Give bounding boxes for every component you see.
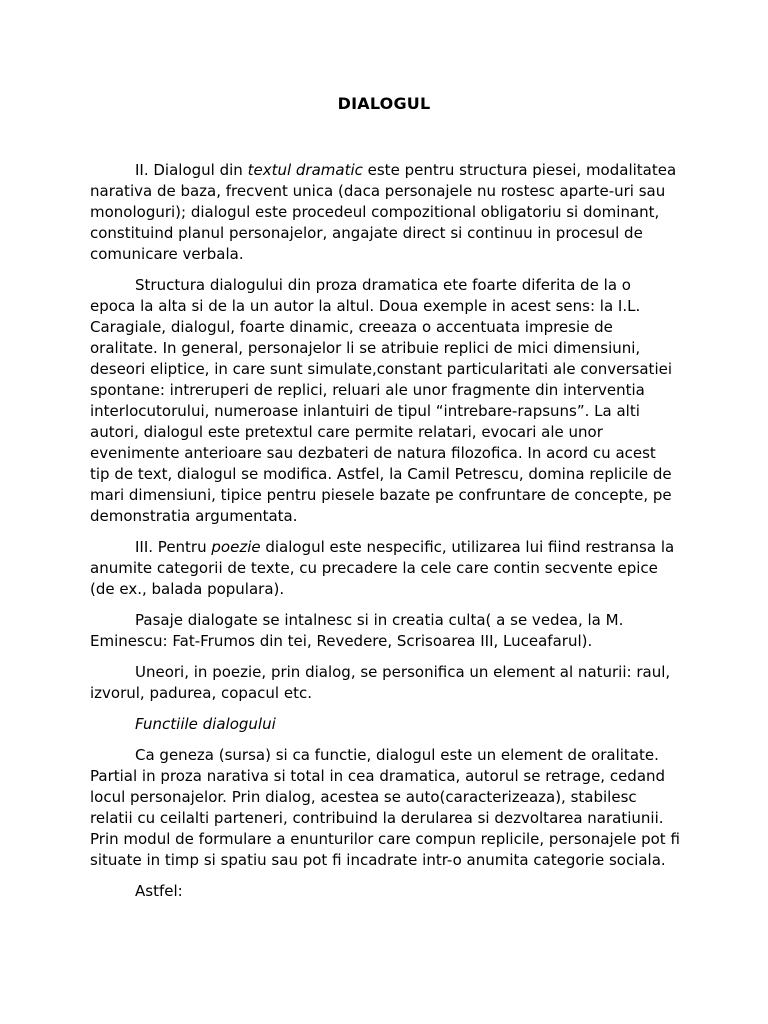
paragraph-poetry — [90, 537, 680, 600]
paragraph-personification: Uneori, in poezie, prin dialog, se personifica un element al naturii: raul, izvorul, padurea, copacul etc. — [90, 663, 671, 702]
paragraph-dramatic — [90, 160, 680, 265]
paragraph-functions: Ca geneza (sursa) si ca functie, dialogul este un element de oralitate. Partial in proza narativa si total in cea dramatica, autorul se retrage, cedand locul personajelor. Prin dialog, acestea se auto(caracterizeaza), stabilesc relatii cu ceilalti parteneri, contribuind la derularea si dezvoltarea naratiunii. Prin modul de formulare a enunturilor care compun replicile, personajele pot fi situate in timp si spatiu sau pot fi incadrate intr-o anumita categorie sociala. — [90, 746, 680, 869]
paragraph-text: este pentru structura piesei, modalitatea narativa de baza, frecvent unica (daca personajele nu rostesc aparte-uri sau monologuri); dialogul este procedeul compozitional obligatoriu si dominant, constituind planul personajelor, angajate direct si continuu in procesul de comunicare verbala. — [90, 161, 677, 263]
paragraph-cult-creation: Pasaje dialogate se intalnesc si in creatia culta( a se vedea, la M. Eminescu: Fat-Frumos din tei, Revedere, Scrisoarea III, Luceafarul). — [90, 611, 624, 650]
emphasis-text: poezie — [211, 538, 261, 556]
section-subheading — [90, 714, 680, 735]
paragraph-text: dialogul este nespecific, utilizarea lui fiind restransa la anumite categorii de texte, cu precadere la cele care contin secvente epice (de ex., balada populara). — [90, 538, 675, 598]
paragraph-text: III. Pentru — [135, 538, 212, 556]
paragraph-text: II. Dialogul din — [135, 161, 248, 179]
document-body — [90, 160, 680, 912]
subheading-text: Functiile dialogului — [135, 715, 276, 733]
page-title: DIALOGUL — [337, 94, 431, 113]
emphasis-text: textul dramatic — [247, 161, 363, 179]
paragraph-structure: Structura dialogului din proza dramatica ete foarte diferita de la o epoca la alta si de la un autor la altul. Doua exemple in acest sens: la I.L. Caragiale, dialogul, foarte dinamic, creeaza o accentuata impresie de oralitate. In general, personajelor li se atribuie replici de mici dimensiuni, deseori eliptice, in care sunt simulate,constant particularitati ale conversatiei spontane: intreruperi de replici, reluari ale unor fragmente din interventia interlocutorului, numeroase inlantuiri de tipul “intrebare-rapsuns”. La alti autori, dialogul este pretextul care permite relatari, evocari ale unor evenimente anterioare sau dezbateri de natura filozofica. In acord cu acest tip de text, dialogul se modifica. Astfel, la Camil Petrescu, domina replicile de mari dimensiuni, tipice pentru piesele bazate pe confruntare de concepte, pe demonstratia argumentata. — [90, 276, 673, 525]
paragraph-astfel: Astfel: — [135, 882, 183, 900]
